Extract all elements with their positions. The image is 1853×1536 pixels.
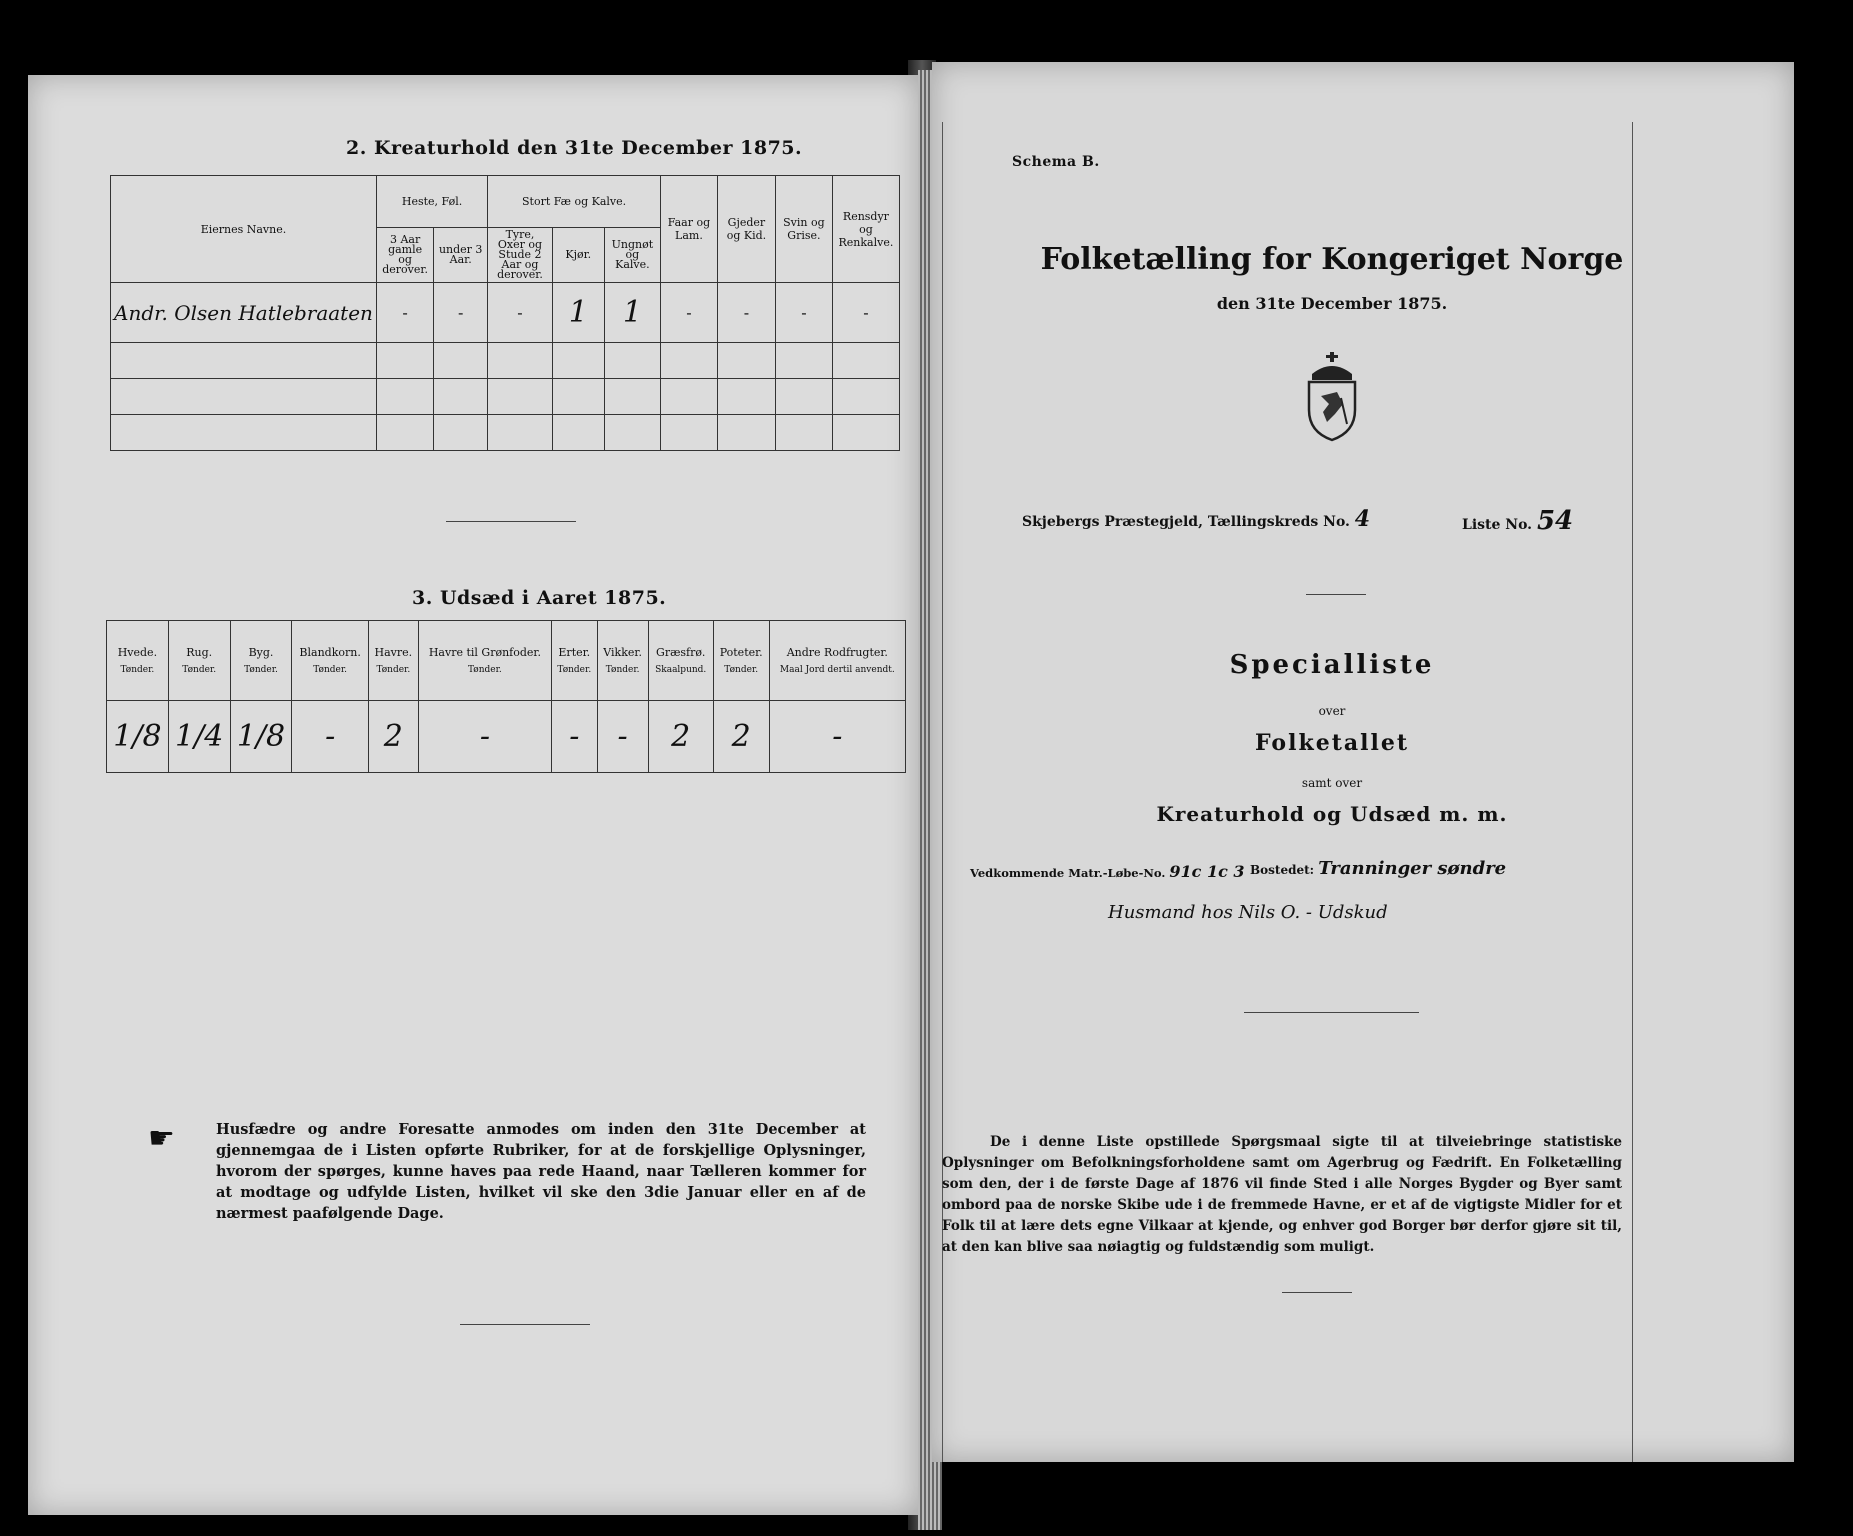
livestock-table [110,175,900,451]
census-date: den 31te December 1875. [1216,294,1448,313]
bosted-value: Tranninger søndre [1318,858,1507,879]
cattle-a-header: Tyre, Oxer og Stude 2 Aar og derover. [488,228,553,283]
list-label: Liste No. [1462,517,1533,533]
horses-b-value: - [434,283,488,343]
sowing-header [292,621,369,701]
table-row [111,343,900,379]
sowing-header-unit: Tønder. [557,665,592,675]
divider [1244,1012,1419,1013]
sowing-value: 2 [648,701,713,773]
sowing-header [648,621,713,701]
divider [460,1324,590,1325]
divider [1306,594,1366,595]
census-title: Folketælling for Kongeriget Norge [1040,242,1624,277]
sowing-header-unit: Maal Jord dertil anvendt. [779,665,895,675]
cattle-a-value: - [488,283,553,343]
sowing-value: - [769,701,905,773]
cattle-header: Stort Fæ og Kalve. [488,176,661,228]
sowing-header-name: Byg. [248,646,274,659]
bleed-through-text [1644,152,1784,1452]
horses-a-header: 3 Aar gamle og derover. [376,228,433,283]
bosted-line [1250,858,1506,879]
sowing-header-unit: Tønder. [313,665,348,675]
margin-line [1632,122,1633,1462]
cattle-c-value: 1 [604,283,660,343]
sowing-header-name: Erter. [558,646,591,659]
table-row [107,701,906,773]
owner-name: Andr. Olsen Hatlebraaten [111,283,377,343]
sowing-header [552,621,598,701]
notice-text: Husfædre og andre Foresatte anmodes om inden den 31te December at gjennemgaa de i Listen opførte Rubriker, for at de forskjellige Oplysninger, hvorom der spørges, kunne haves paa rede Haand, naar Tælleren kommer for at modtage og udfylde Listen, hvilket vil ske den 3die Januar eller en af de nærmest paafølgende Dage. [216,1121,866,1222]
bosted-label: Bostedet: [1250,863,1315,877]
section3-title: 3. Udsæd i Aaret 1875. [412,587,667,609]
divider [446,521,576,522]
sowing-header-name: Havre til Grønfoder. [428,646,541,659]
sowing-header-name: Hvede. [117,646,158,659]
sowing-header-unit: Tønder. [376,665,411,675]
table-row [111,415,900,451]
samt-over-text: samt over [1301,776,1363,790]
sowing-table [106,620,906,773]
sowing-header-unit: Tønder. [724,665,759,675]
section2-title: 2. Kreaturhold den 31te December 1875. [346,137,803,159]
sheep-header: Faar og Lam. [660,176,717,283]
sowing-header [597,621,648,701]
matr-label: Vedkommende Matr.-Løbe-No. [970,866,1166,880]
over-text: over [1318,704,1346,718]
cattle-c-header: Ungnøt og Kalve. [604,228,660,283]
cattle-b-value: 1 [552,283,604,343]
sowing-value: 1/8 [107,701,169,773]
pointing-hand-icon: ☛ [148,1121,175,1156]
pigs-header: Svin og Grise. [775,176,832,283]
sowing-header [107,621,169,701]
sheep-value: - [660,283,717,343]
reindeer-header: Rensdyr og Renkalve. [832,176,899,283]
sowing-header-unit: Skaalpund. [655,665,707,675]
district-number: 4 [1354,506,1371,532]
folketallet-title: Folketallet [1255,730,1409,756]
kreaturhold-title: Kreaturhold og Udsæd m. m. [1156,802,1508,826]
sowing-value: - [292,701,369,773]
goats-value: - [717,283,775,343]
district-line [1022,506,1370,532]
sowing-header-name: Poteter. [719,646,763,659]
sowing-value: 1/4 [168,701,230,773]
sowing-value: 2 [368,701,418,773]
sowing-header [418,621,551,701]
sowing-header-name: Græsfrø. [656,646,706,659]
schema-label: Schema B. [1012,154,1100,170]
goats-header: Gjeder og Kid. [717,176,775,283]
cattle-b-header: Kjør. [552,228,604,283]
census-paragraph: De i denne Liste opstillede Spørgsmaal sigte til at tilveiebringe statistiske Oplysninger om Befolkningsforholdene samt om Agerbrug og Fædrift. En Folketælling som den, der i de første Dage af 1876 vil finde Sted i alle Norges Bygder og Byer samt ombord paa de norske Skibe ude i de fremmede Havne, er et af de vigtigste Midler for et Folk til at lære dets egne Vilkaar at kjende, og enhver god Borger bør derfor gjøre sit til, at den kan blive saa nøiagtig og fuldstændig som muligt. [942,1134,1622,1255]
pigs-value: - [775,283,832,343]
list-number: 54 [1536,506,1574,536]
list-line [1462,506,1573,536]
sowing-value: - [552,701,598,773]
horses-b-header: under 3 Aar. [434,228,488,283]
sowing-header [168,621,230,701]
owner-header: Eiernes Navne. [111,176,377,283]
horses-header: Heste, Føl. [376,176,487,228]
left-page [28,75,918,1515]
bosted-value-2: Husmand hos Nils O. - Udskud [1108,902,1388,923]
sowing-header [230,621,292,701]
sowing-header-name: Rug. [186,646,213,659]
sowing-value: - [597,701,648,773]
table-row [111,283,900,343]
matr-value: 91c 1c 3 [1169,862,1245,881]
sowing-header-unit: Tønder. [120,665,155,675]
sowing-value: - [418,701,551,773]
sowing-value: 1/8 [230,701,292,773]
sowing-header-name: Andre Rodfrugter. [786,646,888,659]
sowing-header-unit: Tønder. [468,665,502,675]
district-label: Skjebergs Præstegjeld, Tællingskreds No. [1022,514,1350,530]
sowing-header [368,621,418,701]
coat-of-arms-icon [1297,352,1367,442]
reindeer-value: - [832,283,899,343]
sowing-header-unit: Tønder. [244,665,278,675]
sowing-header-name: Blandkorn. [299,646,361,659]
margin-line [942,122,943,1462]
sowing-header [713,621,769,701]
matr-line [970,862,1245,881]
divider [1282,1292,1352,1293]
sowing-header-unit: Tønder. [605,665,640,675]
specialliste-title: Specialliste [1229,650,1435,680]
horses-a-value: - [376,283,433,343]
sowing-header-name: Havre. [374,646,413,659]
right-page [932,62,1794,1462]
sowing-header-name: Vikker. [603,646,642,659]
sowing-value: 2 [713,701,769,773]
sowing-header-unit: Tønder. [182,665,217,675]
sowing-header [769,621,905,701]
table-row [111,379,900,415]
